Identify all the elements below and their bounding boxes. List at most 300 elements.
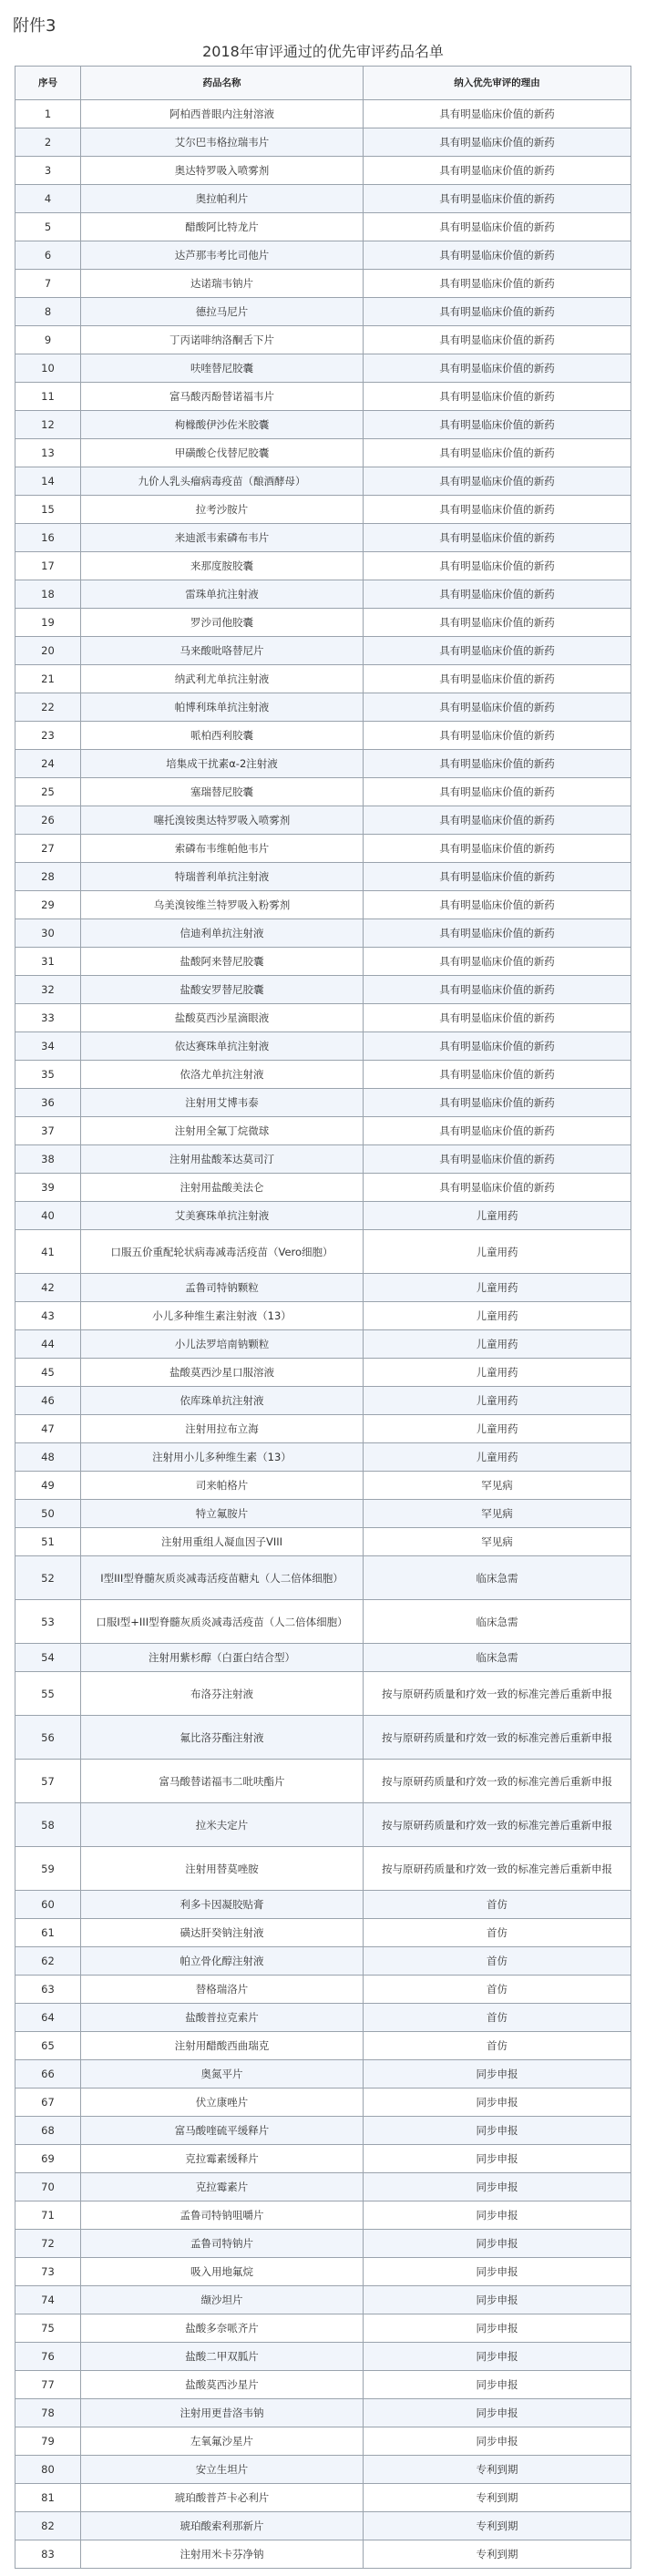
row-reason: 同步申报	[364, 2399, 631, 2427]
row-drug-name: 马来酸吡咯替尼片	[81, 637, 364, 665]
table-row	[15, 1500, 631, 1528]
row-number: 42	[15, 1274, 81, 1302]
row-number: 50	[15, 1500, 81, 1528]
row-reason: 同步申报	[364, 2230, 631, 2258]
row-drug-name: 注射用更昔洛韦钠	[81, 2399, 364, 2427]
row-drug-name: 注射用紫杉醇（白蛋白结合型）	[81, 1644, 364, 1672]
row-reason: 按与原研药质量和疗效一致的标准完善后重新申报	[364, 1716, 631, 1760]
row-drug-name: 乌美溴铵维兰特罗吸入粉雾剂	[81, 891, 364, 919]
row-reason: 具有明显临床价值的新药	[364, 835, 631, 863]
row-number: 59	[15, 1847, 81, 1891]
row-reason: 具有明显临床价值的新药	[364, 467, 631, 496]
table-row	[15, 1387, 631, 1415]
row-reason: 具有明显临床价值的新药	[364, 128, 631, 157]
row-reason: 具有明显临床价值的新药	[364, 100, 631, 128]
table-row	[15, 552, 631, 580]
row-drug-name: 呋喹替尼胶囊	[81, 354, 364, 383]
row-number: 29	[15, 891, 81, 919]
row-number: 15	[15, 496, 81, 524]
row-reason: 按与原研药质量和疗效一致的标准完善后重新申报	[364, 1847, 631, 1891]
row-number: 52	[15, 1556, 81, 1600]
row-reason: 专利到期	[364, 2456, 631, 2484]
table-row	[15, 919, 631, 948]
row-reason: 首仿	[364, 2004, 631, 2032]
table-row	[15, 467, 631, 496]
row-drug-name: 注射用醋酸西曲瑞克	[81, 2032, 364, 2060]
row-drug-name: 注射用小儿多种维生素（13）	[81, 1443, 364, 1472]
row-reason: 具有明显临床价值的新药	[364, 270, 631, 298]
table-row	[15, 1359, 631, 1387]
row-reason: 具有明显临床价值的新药	[364, 1145, 631, 1174]
row-reason: 具有明显临床价值的新药	[364, 637, 631, 665]
table-header	[15, 67, 631, 100]
row-reason: 同步申报	[364, 2286, 631, 2314]
row-reason: 具有明显临床价值的新药	[364, 1174, 631, 1202]
row-reason: 儿童用药	[364, 1274, 631, 1302]
row-drug-name: 富马酸替诺福韦二吡呋酯片	[81, 1760, 364, 1803]
row-drug-name: 罗沙司他胶囊	[81, 609, 364, 637]
row-drug-name: 伏立康唑片	[81, 2089, 364, 2117]
row-number: 51	[15, 1528, 81, 1556]
table-row	[15, 270, 631, 298]
row-drug-name: 氟比洛芬酯注射液	[81, 1716, 364, 1760]
row-drug-name: 注射用盐酸美法仑	[81, 1174, 364, 1202]
row-number: 33	[15, 1004, 81, 1032]
row-number: 80	[15, 2456, 81, 2484]
table-row	[15, 2173, 631, 2201]
table-row	[15, 1760, 631, 1803]
row-reason: 具有明显临床价值的新药	[364, 1061, 631, 1089]
row-reason: 具有明显临床价值的新药	[364, 863, 631, 891]
row-reason: 具有明显临床价值的新药	[364, 580, 631, 609]
row-reason: 具有明显临床价值的新药	[364, 778, 631, 806]
row-reason: 具有明显临床价值的新药	[364, 524, 631, 552]
table-row	[15, 1472, 631, 1500]
row-reason: 同步申报	[364, 2145, 631, 2173]
row-drug-name: 孟鲁司特钠片	[81, 2230, 364, 2258]
row-drug-name: 信迪利单抗注射液	[81, 919, 364, 948]
table-row	[15, 496, 631, 524]
table-row	[15, 185, 631, 213]
row-number: 45	[15, 1359, 81, 1387]
table-row	[15, 1976, 631, 2004]
row-number: 66	[15, 2060, 81, 2089]
table-row	[15, 580, 631, 609]
row-drug-name: 盐酸莫西沙星口服溶液	[81, 1359, 364, 1387]
row-number: 17	[15, 552, 81, 580]
row-number: 61	[15, 1919, 81, 1947]
table-row	[15, 100, 631, 128]
row-number: 37	[15, 1117, 81, 1145]
row-reason: 具有明显临床价值的新药	[364, 241, 631, 270]
page-title: 2018年审评通过的优先审评药品名单	[202, 43, 444, 60]
row-reason: 具有明显临床价值的新药	[364, 919, 631, 948]
row-drug-name: 达诺瑞韦钠片	[81, 270, 364, 298]
table-row	[15, 637, 631, 665]
row-drug-name: 帕立骨化醇注射液	[81, 1947, 364, 1976]
row-drug-name: 缬沙坦片	[81, 2286, 364, 2314]
row-number: 4	[15, 185, 81, 213]
row-reason: 具有明显临床价值的新药	[364, 806, 631, 835]
row-reason: 专利到期	[364, 2512, 631, 2540]
row-number: 57	[15, 1760, 81, 1803]
row-reason: 具有明显临床价值的新药	[364, 213, 631, 241]
row-reason: 具有明显临床价值的新药	[364, 383, 631, 411]
row-number: 41	[15, 1230, 81, 1274]
row-reason: 儿童用药	[364, 1443, 631, 1472]
row-drug-name: 安立生坦片	[81, 2456, 364, 2484]
row-reason: 按与原研药质量和疗效一致的标准完善后重新申报	[364, 1760, 631, 1803]
row-number: 75	[15, 2314, 81, 2343]
row-number: 70	[15, 2173, 81, 2201]
row-drug-name: 盐酸普拉克索片	[81, 2004, 364, 2032]
table-row	[15, 1443, 631, 1472]
row-drug-name: 九价人乳头瘤病毒疫苗（酿酒酵母）	[81, 467, 364, 496]
row-number: 8	[15, 298, 81, 326]
row-reason: 具有明显临床价值的新药	[364, 722, 631, 750]
table-row	[15, 1004, 631, 1032]
row-number: 54	[15, 1644, 81, 1672]
row-reason: 按与原研药质量和疗效一致的标准完善后重新申报	[364, 1672, 631, 1716]
row-drug-name: 依洛尤单抗注射液	[81, 1061, 364, 1089]
table-row	[15, 354, 631, 383]
table-row	[15, 383, 631, 411]
row-number: 19	[15, 609, 81, 637]
table-row	[15, 241, 631, 270]
row-drug-name: 注射用米卡芬净钠	[81, 2540, 364, 2569]
row-drug-name: 左氧氟沙星片	[81, 2427, 364, 2456]
row-number: 55	[15, 1672, 81, 1716]
drug-list-table	[15, 66, 631, 2569]
row-drug-name: 醋酸阿比特龙片	[81, 213, 364, 241]
row-drug-name: 拉米夫定片	[81, 1803, 364, 1847]
row-number: 35	[15, 1061, 81, 1089]
row-reason: 具有明显临床价值的新药	[364, 185, 631, 213]
row-drug-name: 培集成干扰素α-2注射液	[81, 750, 364, 778]
row-drug-name: 达芦那韦考比司他片	[81, 241, 364, 270]
row-number: 53	[15, 1600, 81, 1644]
row-drug-name: 雷珠单抗注射液	[81, 580, 364, 609]
row-reason: 具有明显临床价值的新药	[364, 750, 631, 778]
row-reason: 具有明显临床价值的新药	[364, 1032, 631, 1061]
table-row	[15, 1302, 631, 1330]
row-number: 10	[15, 354, 81, 383]
row-reason: 首仿	[364, 1947, 631, 1976]
row-number: 76	[15, 2343, 81, 2371]
row-number: 11	[15, 383, 81, 411]
row-drug-name: 富马酸喹硫平缓释片	[81, 2117, 364, 2145]
row-reason: 临床急需	[364, 1644, 631, 1672]
row-number: 63	[15, 1976, 81, 2004]
row-number: 69	[15, 2145, 81, 2173]
table-body	[15, 100, 631, 2569]
table-row	[15, 2314, 631, 2343]
row-number: 20	[15, 637, 81, 665]
row-number: 1	[15, 100, 81, 128]
table-row	[15, 1117, 631, 1145]
row-number: 27	[15, 835, 81, 863]
row-number: 6	[15, 241, 81, 270]
row-reason: 具有明显临床价值的新药	[364, 326, 631, 354]
table-row	[15, 722, 631, 750]
row-number: 40	[15, 1202, 81, 1230]
row-reason: 首仿	[364, 1976, 631, 2004]
row-reason: 首仿	[364, 2032, 631, 2060]
row-number: 26	[15, 806, 81, 835]
row-drug-name: 口服I型+III型脊髓灰质炎减毒活疫苗（人二倍体细胞）	[81, 1600, 364, 1644]
table-row	[15, 2145, 631, 2173]
row-reason: 具有明显临床价值的新药	[364, 665, 631, 693]
row-drug-name: 小儿法罗培南钠颗粒	[81, 1330, 364, 1359]
row-drug-name: 塞瑞替尼胶囊	[81, 778, 364, 806]
table-row	[15, 439, 631, 467]
table-row	[15, 1061, 631, 1089]
row-reason: 具有明显临床价值的新药	[364, 354, 631, 383]
table-row	[15, 891, 631, 919]
row-number: 24	[15, 750, 81, 778]
table-row	[15, 1644, 631, 1672]
table-row	[15, 806, 631, 835]
table-row	[15, 2230, 631, 2258]
row-reason: 罕见病	[364, 1472, 631, 1500]
row-reason: 儿童用药	[364, 1415, 631, 1443]
row-drug-name: 枸橼酸伊沙佐米胶囊	[81, 411, 364, 439]
row-reason: 首仿	[364, 1919, 631, 1947]
table-row	[15, 693, 631, 722]
row-drug-name: 艾尔巴韦格拉瑞韦片	[81, 128, 364, 157]
row-number: 34	[15, 1032, 81, 1061]
table-row	[15, 665, 631, 693]
table-row	[15, 1947, 631, 1976]
header-row	[15, 67, 631, 100]
row-number: 83	[15, 2540, 81, 2569]
row-reason: 具有明显临床价值的新药	[364, 496, 631, 524]
row-drug-name: 特立氟胺片	[81, 1500, 364, 1528]
row-number: 38	[15, 1145, 81, 1174]
row-drug-name: 克拉霉素片	[81, 2173, 364, 2201]
table-row	[15, 2286, 631, 2314]
row-drug-name: 吸入用地氟烷	[81, 2258, 364, 2286]
row-drug-name: 帕博利珠单抗注射液	[81, 693, 364, 722]
row-drug-name: 注射用重组人凝血因子VIII	[81, 1528, 364, 1556]
row-number: 22	[15, 693, 81, 722]
row-number: 49	[15, 1472, 81, 1500]
row-number: 25	[15, 778, 81, 806]
table-row	[15, 326, 631, 354]
row-drug-name: 注射用艾博韦泰	[81, 1089, 364, 1117]
header-drug-name: 药品名称	[81, 67, 364, 100]
row-drug-name: 依达赛珠单抗注射液	[81, 1032, 364, 1061]
table-row	[15, 1330, 631, 1359]
row-reason: 专利到期	[364, 2484, 631, 2512]
row-reason: 具有明显临床价值的新药	[364, 976, 631, 1004]
table-row	[15, 1716, 631, 1760]
row-number: 82	[15, 2512, 81, 2540]
row-number: 9	[15, 326, 81, 354]
table-row	[15, 2512, 631, 2540]
table-row	[15, 128, 631, 157]
row-reason: 同步申报	[364, 2258, 631, 2286]
row-reason: 临床急需	[364, 1600, 631, 1644]
row-number: 23	[15, 722, 81, 750]
row-number: 32	[15, 976, 81, 1004]
row-number: 56	[15, 1716, 81, 1760]
row-number: 14	[15, 467, 81, 496]
table-row	[15, 1032, 631, 1061]
row-number: 60	[15, 1891, 81, 1919]
row-number: 78	[15, 2399, 81, 2427]
row-number: 12	[15, 411, 81, 439]
table-row	[15, 1556, 631, 1600]
row-drug-name: 盐酸二甲双胍片	[81, 2343, 364, 2371]
row-drug-name: 琥珀酸索利那新片	[81, 2512, 364, 2540]
table-row	[15, 1415, 631, 1443]
row-reason: 同步申报	[364, 2343, 631, 2371]
table-row	[15, 778, 631, 806]
row-number: 2	[15, 128, 81, 157]
row-reason: 儿童用药	[364, 1330, 631, 1359]
row-number: 31	[15, 948, 81, 976]
row-number: 77	[15, 2371, 81, 2399]
table-row	[15, 2004, 631, 2032]
table-row	[15, 863, 631, 891]
row-drug-name: 来迪派韦索磷布韦片	[81, 524, 364, 552]
table-row	[15, 2399, 631, 2427]
table-row	[15, 411, 631, 439]
row-reason: 同步申报	[364, 2371, 631, 2399]
table-row	[15, 1600, 631, 1644]
row-reason: 同步申报	[364, 2173, 631, 2201]
row-drug-name: 司来帕格片	[81, 1472, 364, 1500]
table-row	[15, 1891, 631, 1919]
table-row	[15, 1202, 631, 1230]
row-number: 46	[15, 1387, 81, 1415]
row-number: 73	[15, 2258, 81, 2286]
table-row	[15, 157, 631, 185]
annex-label: 附件3	[13, 16, 56, 36]
row-drug-name: 索磷布韦维帕他韦片	[81, 835, 364, 863]
row-number: 71	[15, 2201, 81, 2230]
row-drug-name: 布洛芬注射液	[81, 1672, 364, 1716]
row-drug-name: 拉考沙胺片	[81, 496, 364, 524]
row-drug-name: 盐酸安罗替尼胶囊	[81, 976, 364, 1004]
row-drug-name: 特瑞普利单抗注射液	[81, 863, 364, 891]
row-drug-name: 哌柏西利胶囊	[81, 722, 364, 750]
row-reason: 具有明显临床价值的新药	[364, 157, 631, 185]
table-row	[15, 1528, 631, 1556]
row-reason: 具有明显临床价值的新药	[364, 1004, 631, 1032]
table-row	[15, 1803, 631, 1847]
row-reason: 同步申报	[364, 2201, 631, 2230]
row-number: 30	[15, 919, 81, 948]
table-row	[15, 976, 631, 1004]
table-row	[15, 2032, 631, 2060]
table-row	[15, 2427, 631, 2456]
row-drug-name: 盐酸多奈哌齐片	[81, 2314, 364, 2343]
table-row	[15, 2060, 631, 2089]
row-reason: 儿童用药	[364, 1230, 631, 1274]
row-reason: 具有明显临床价值的新药	[364, 693, 631, 722]
table-row	[15, 1672, 631, 1716]
row-reason: 具有明显临床价值的新药	[364, 1117, 631, 1145]
table-row	[15, 1847, 631, 1891]
table-row	[15, 1919, 631, 1947]
table-row	[15, 2089, 631, 2117]
row-reason: 首仿	[364, 1891, 631, 1919]
row-reason: 具有明显临床价值的新药	[364, 609, 631, 637]
row-reason: 具有明显临床价值的新药	[364, 891, 631, 919]
row-drug-name: 克拉霉素缓释片	[81, 2145, 364, 2173]
row-number: 5	[15, 213, 81, 241]
row-number: 47	[15, 1415, 81, 1443]
table-row	[15, 2343, 631, 2371]
row-drug-name: 甲磺酸仑伐替尼胶囊	[81, 439, 364, 467]
table-row	[15, 1174, 631, 1202]
row-reason: 具有明显临床价值的新药	[364, 298, 631, 326]
row-drug-name: 小儿多种维生素注射液（13）	[81, 1302, 364, 1330]
table-row	[15, 298, 631, 326]
row-number: 68	[15, 2117, 81, 2145]
row-reason: 罕见病	[364, 1528, 631, 1556]
table-row	[15, 835, 631, 863]
row-drug-name: 奥达特罗吸入喷雾剂	[81, 157, 364, 185]
row-drug-name: 盐酸莫西沙星滴眼液	[81, 1004, 364, 1032]
row-drug-name: 依库珠单抗注射液	[81, 1387, 364, 1415]
header-number: 序号	[15, 67, 81, 100]
row-number: 3	[15, 157, 81, 185]
table-row	[15, 1089, 631, 1117]
row-reason: 同步申报	[364, 2089, 631, 2117]
row-number: 62	[15, 1947, 81, 1976]
row-number: 28	[15, 863, 81, 891]
row-drug-name: 注射用盐酸苯达莫司汀	[81, 1145, 364, 1174]
table-row	[15, 948, 631, 976]
row-reason: 专利到期	[364, 2540, 631, 2569]
row-drug-name: 口服五价重配轮状病毒减毒活疫苗（Vero细胞）	[81, 1230, 364, 1274]
header-reason: 纳入优先审评的理由	[364, 67, 631, 100]
row-drug-name: 注射用替莫唑胺	[81, 1847, 364, 1891]
row-reason: 具有明显临床价值的新药	[364, 948, 631, 976]
row-number: 67	[15, 2089, 81, 2117]
row-reason: 同步申报	[364, 2117, 631, 2145]
table-row	[15, 1230, 631, 1274]
row-reason: 儿童用药	[364, 1202, 631, 1230]
row-number: 7	[15, 270, 81, 298]
row-number: 58	[15, 1803, 81, 1847]
row-number: 74	[15, 2286, 81, 2314]
row-number: 79	[15, 2427, 81, 2456]
row-number: 18	[15, 580, 81, 609]
row-drug-name: 德拉马尼片	[81, 298, 364, 326]
table-row	[15, 213, 631, 241]
row-number: 36	[15, 1089, 81, 1117]
table-row	[15, 609, 631, 637]
row-drug-name: 富马酸丙酚替诺福韦片	[81, 383, 364, 411]
table-row	[15, 750, 631, 778]
row-reason: 儿童用药	[364, 1302, 631, 1330]
row-number: 81	[15, 2484, 81, 2512]
table-row	[15, 2201, 631, 2230]
row-reason: 具有明显临床价值的新药	[364, 439, 631, 467]
row-reason: 罕见病	[364, 1500, 631, 1528]
row-drug-name: 丁丙诺啡纳洛酮舌下片	[81, 326, 364, 354]
row-reason: 具有明显临床价值的新药	[364, 552, 631, 580]
row-number: 64	[15, 2004, 81, 2032]
row-drug-name: 利多卡因凝胶贴膏	[81, 1891, 364, 1919]
row-number: 16	[15, 524, 81, 552]
row-drug-name: 阿柏西普眼内注射溶液	[81, 100, 364, 128]
row-number: 39	[15, 1174, 81, 1202]
